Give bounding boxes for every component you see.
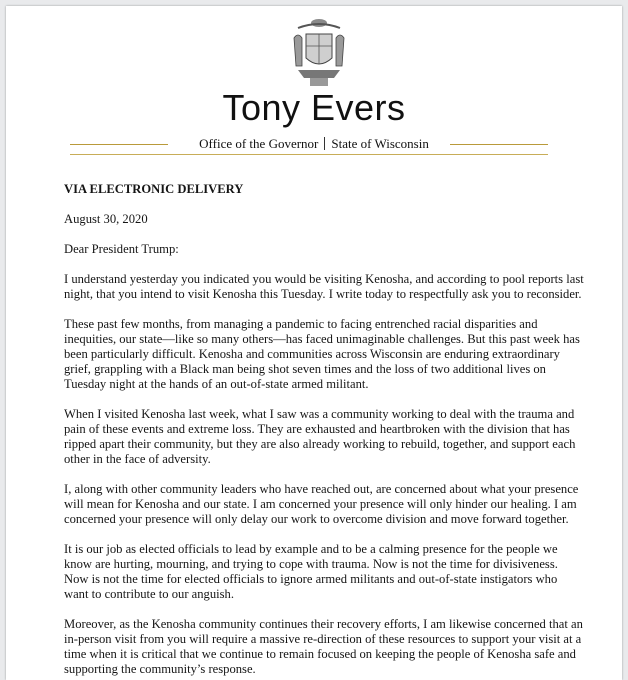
office-title: Office of the Governor	[199, 136, 319, 151]
paragraph: It is our job as elected officials to lead by example and to be a calming presence for the people we know are hurting, mourning, and trying to cope with trauma. Now is not the time for divisiveness. Now is not the time for elected officials to ignore armed militants and out-of-state instigators who want to contribute to our anguish.	[64, 542, 558, 601]
letter-page	[6, 6, 622, 680]
paragraph: These past few months, from managing a pandemic to facing entrenched racial disparities and inequities, our state—like so many others—has faced unimaginable challenges. But this past week has been particularly difficult. Kenosha and communities across Wisconsin are enduring extraordinary grief, grappling with a Black man being shot seven times and the loss of two additional lives on Tuesday night at the hands of an out-of-state armed militant.	[64, 317, 580, 391]
wisconsin-seal-icon	[284, 14, 354, 96]
letter-body	[64, 182, 584, 680]
office-separator	[324, 137, 325, 150]
header-rule-full	[70, 154, 548, 155]
governor-name: Tony Evers	[222, 87, 406, 128]
salutation: Dear President Trump:	[64, 242, 179, 256]
delivery-method: VIA ELECTRONIC DELIVERY	[64, 182, 244, 196]
paragraph: When I visited Kenosha last week, what I saw was a community working to deal with the trauma and pain of these events and extreme loss. They are exhausted and heartbroken with the division that has ripped apart their community, but they are also already working to rebuild, together, and support each other in the face of adversity.	[64, 407, 576, 466]
paragraph: Moreover, as the Kenosha community continues their recovery efforts, I am likewise concerned that an in-person visit from you will require a massive re-direction of these resources to support your visit at a time when it is critical that we continue to remain focused on keeping the people of Kenosha safe and supporting the community’s response.	[64, 617, 583, 676]
office-line	[6, 136, 622, 152]
paragraph: I understand yesterday you indicated you would be visiting Kenosha, and according to pool reports last night, that you intend to visit Kenosha this Tuesday. I write today to respectfully ask you to reconsider.	[64, 272, 584, 301]
paragraph: I, along with other community leaders who have reached out, are concerned about what your presence will mean for Kenosha and our state. I am concerned your presence will only hinder our healing. I am concerned your presence will only delay our work to overcome division and move forward together.	[64, 482, 579, 526]
state-title: State of Wisconsin	[331, 136, 429, 151]
letter-date: August 30, 2020	[64, 212, 148, 226]
